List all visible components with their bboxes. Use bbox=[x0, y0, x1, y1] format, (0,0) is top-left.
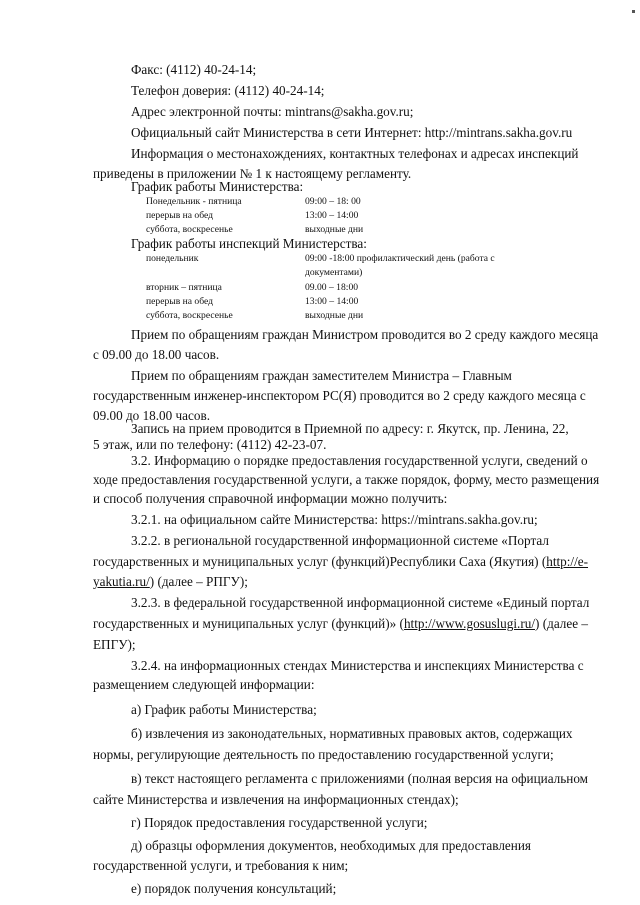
list-item-g: г) Порядок предоставления государственной услуги; bbox=[131, 815, 428, 830]
reception-minister-line2: с 09.00 до 18.00 часов. bbox=[93, 347, 220, 362]
ministry-schedule-day: суббота, воскресенье bbox=[146, 224, 233, 235]
item-3-2-3-text: государственных и муниципальных услуг (функций)» ( bbox=[93, 616, 404, 631]
rpgu-link-cont[interactable]: yakutia.ru/ bbox=[93, 574, 150, 589]
list-item-a: а) График работы Министерства; bbox=[131, 702, 317, 717]
inspections-schedule-title: График работы инспекций Министерства: bbox=[131, 236, 367, 251]
inspections-schedule-time: 09.00 – 18:00 bbox=[305, 282, 359, 293]
list-item-d-line2: государственной услуги, и требования к ним; bbox=[93, 858, 349, 873]
item-3-2-2-line2 bbox=[93, 554, 588, 570]
list-item-v-line1: в) текст настоящего регламента с приложениями (полная версия на официальном bbox=[131, 771, 589, 786]
ministry-schedule-time: выходные дни bbox=[305, 224, 364, 235]
ministry-schedule-day: Понедельник - пятница bbox=[146, 196, 242, 207]
list-item-b-line1: б) извлечения из законодательных, нормативных правовых актов, содержащих bbox=[131, 726, 573, 741]
section-3-2-line2: ходе предоставления государственной услуги, а также порядок, форму, место размещения bbox=[93, 472, 600, 487]
item-3-2-2-line1: 3.2.2. в региональной государственной информационной системе «Портал bbox=[131, 533, 549, 548]
item-3-2-4-line1: 3.2.4. на информационных стендах Министерства и инспекциях Министерства с bbox=[131, 658, 584, 673]
ministry-schedule-time: 13:00 – 14:00 bbox=[305, 210, 359, 221]
item-3-2-3-line2 bbox=[93, 616, 588, 632]
scan-mark bbox=[632, 10, 635, 13]
ministry-schedule-time: 09:00 – 18: 00 bbox=[305, 196, 361, 207]
section-3-2-line3: и способ получения справочной информации можно получить: bbox=[93, 491, 448, 506]
ministry-schedule-title: График работы Министерства: bbox=[131, 179, 304, 194]
inspections-schedule-day: перерыв на обед bbox=[146, 296, 213, 307]
website-line: Официальный сайт Министерства в сети Интернет: http://mintrans.sakha.gov.ru bbox=[131, 125, 573, 140]
inspections-schedule-day: суббота, воскресенье bbox=[146, 310, 233, 321]
inspections-schedule-time-cont: документами) bbox=[305, 267, 363, 278]
section-3-2-line1: 3.2. Информацию о порядке предоставления государственной услуги, сведений о bbox=[131, 453, 588, 468]
ministry-schedule-day: перерыв на обед bbox=[146, 210, 213, 221]
item-3-2-3-line3: ЕПГУ); bbox=[93, 637, 136, 652]
list-item-d-line1: д) образцы оформления документов, необходимых для предоставления bbox=[131, 838, 531, 853]
hotline-line: Телефон доверия: (4112) 40-24-14; bbox=[131, 83, 325, 98]
inspections-schedule-day: понедельник bbox=[146, 253, 199, 264]
inspections-schedule-time: выходные дни bbox=[305, 310, 364, 321]
list-item-e: е) порядок получения консультаций; bbox=[131, 881, 337, 896]
inspections-schedule-time: 09:00 -18:00 профилактический день (работа с bbox=[305, 253, 495, 264]
item-3-2-2-line3 bbox=[93, 574, 248, 590]
reception-minister-line1: Прием по обращениям граждан Министром проводится во 2 среду каждого месяца bbox=[131, 327, 599, 342]
inspections-schedule-day: вторник – пятница bbox=[146, 282, 222, 293]
inspections-info-line1: Информация о местонахождениях, контактных телефонах и адресах инспекций bbox=[131, 146, 579, 161]
inspections-info-line2: приведены в приложении № 1 к настоящему регламенту. bbox=[93, 166, 412, 181]
appointment-line2: 5 этаж, или по телефону: (4112) 42-23-07. bbox=[93, 437, 327, 452]
list-item-v-line2: сайте Министерства и извлечения на информационных стендах); bbox=[93, 792, 459, 807]
inspections-schedule-time: 13:00 – 14:00 bbox=[305, 296, 359, 307]
item-3-2-3-line1: 3.2.3. в федеральной государственной информационной системе «Единый портал bbox=[131, 595, 590, 610]
reception-deputy-line1: Прием по обращениям граждан заместителем Министра – Главным bbox=[131, 368, 512, 383]
email-line: Адрес электронной почты: mintrans@sakha.gov.ru; bbox=[131, 104, 414, 119]
rpgu-link[interactable]: http://e- bbox=[546, 554, 589, 569]
reception-deputy-line3: 09.00 до 18.00 часов. bbox=[93, 408, 210, 423]
item-3-2-1: 3.2.1. на официальном сайте Министерства: https://mintrans.sakha.gov.ru; bbox=[131, 512, 538, 527]
list-item-b-line2: нормы, регулирующие деятельность по предоставлению государственной услуги; bbox=[93, 747, 554, 762]
fax-line: Факс: (4112) 40-24-14; bbox=[131, 62, 257, 77]
item-3-2-3-tail: ) (далее – bbox=[535, 616, 588, 631]
item-3-2-2-tail: ) (далее – РПГУ); bbox=[149, 574, 248, 589]
reception-deputy-line2: государственным инженер-инспектором РС(Я) проводится во 2 среду каждого месяца с bbox=[93, 388, 586, 403]
appointment-line1: Запись на прием проводится в Приемной по адресу: г. Якутск, пр. Ленина, 22, bbox=[131, 421, 569, 436]
item-3-2-4-line2: размещением следующей информации: bbox=[93, 677, 315, 692]
item-3-2-2-text: государственных и муниципальных услуг (функций)Республики Саха (Якутия) ( bbox=[93, 554, 547, 569]
epgu-link[interactable]: http://www.gosuslugi.ru/ bbox=[403, 616, 535, 631]
